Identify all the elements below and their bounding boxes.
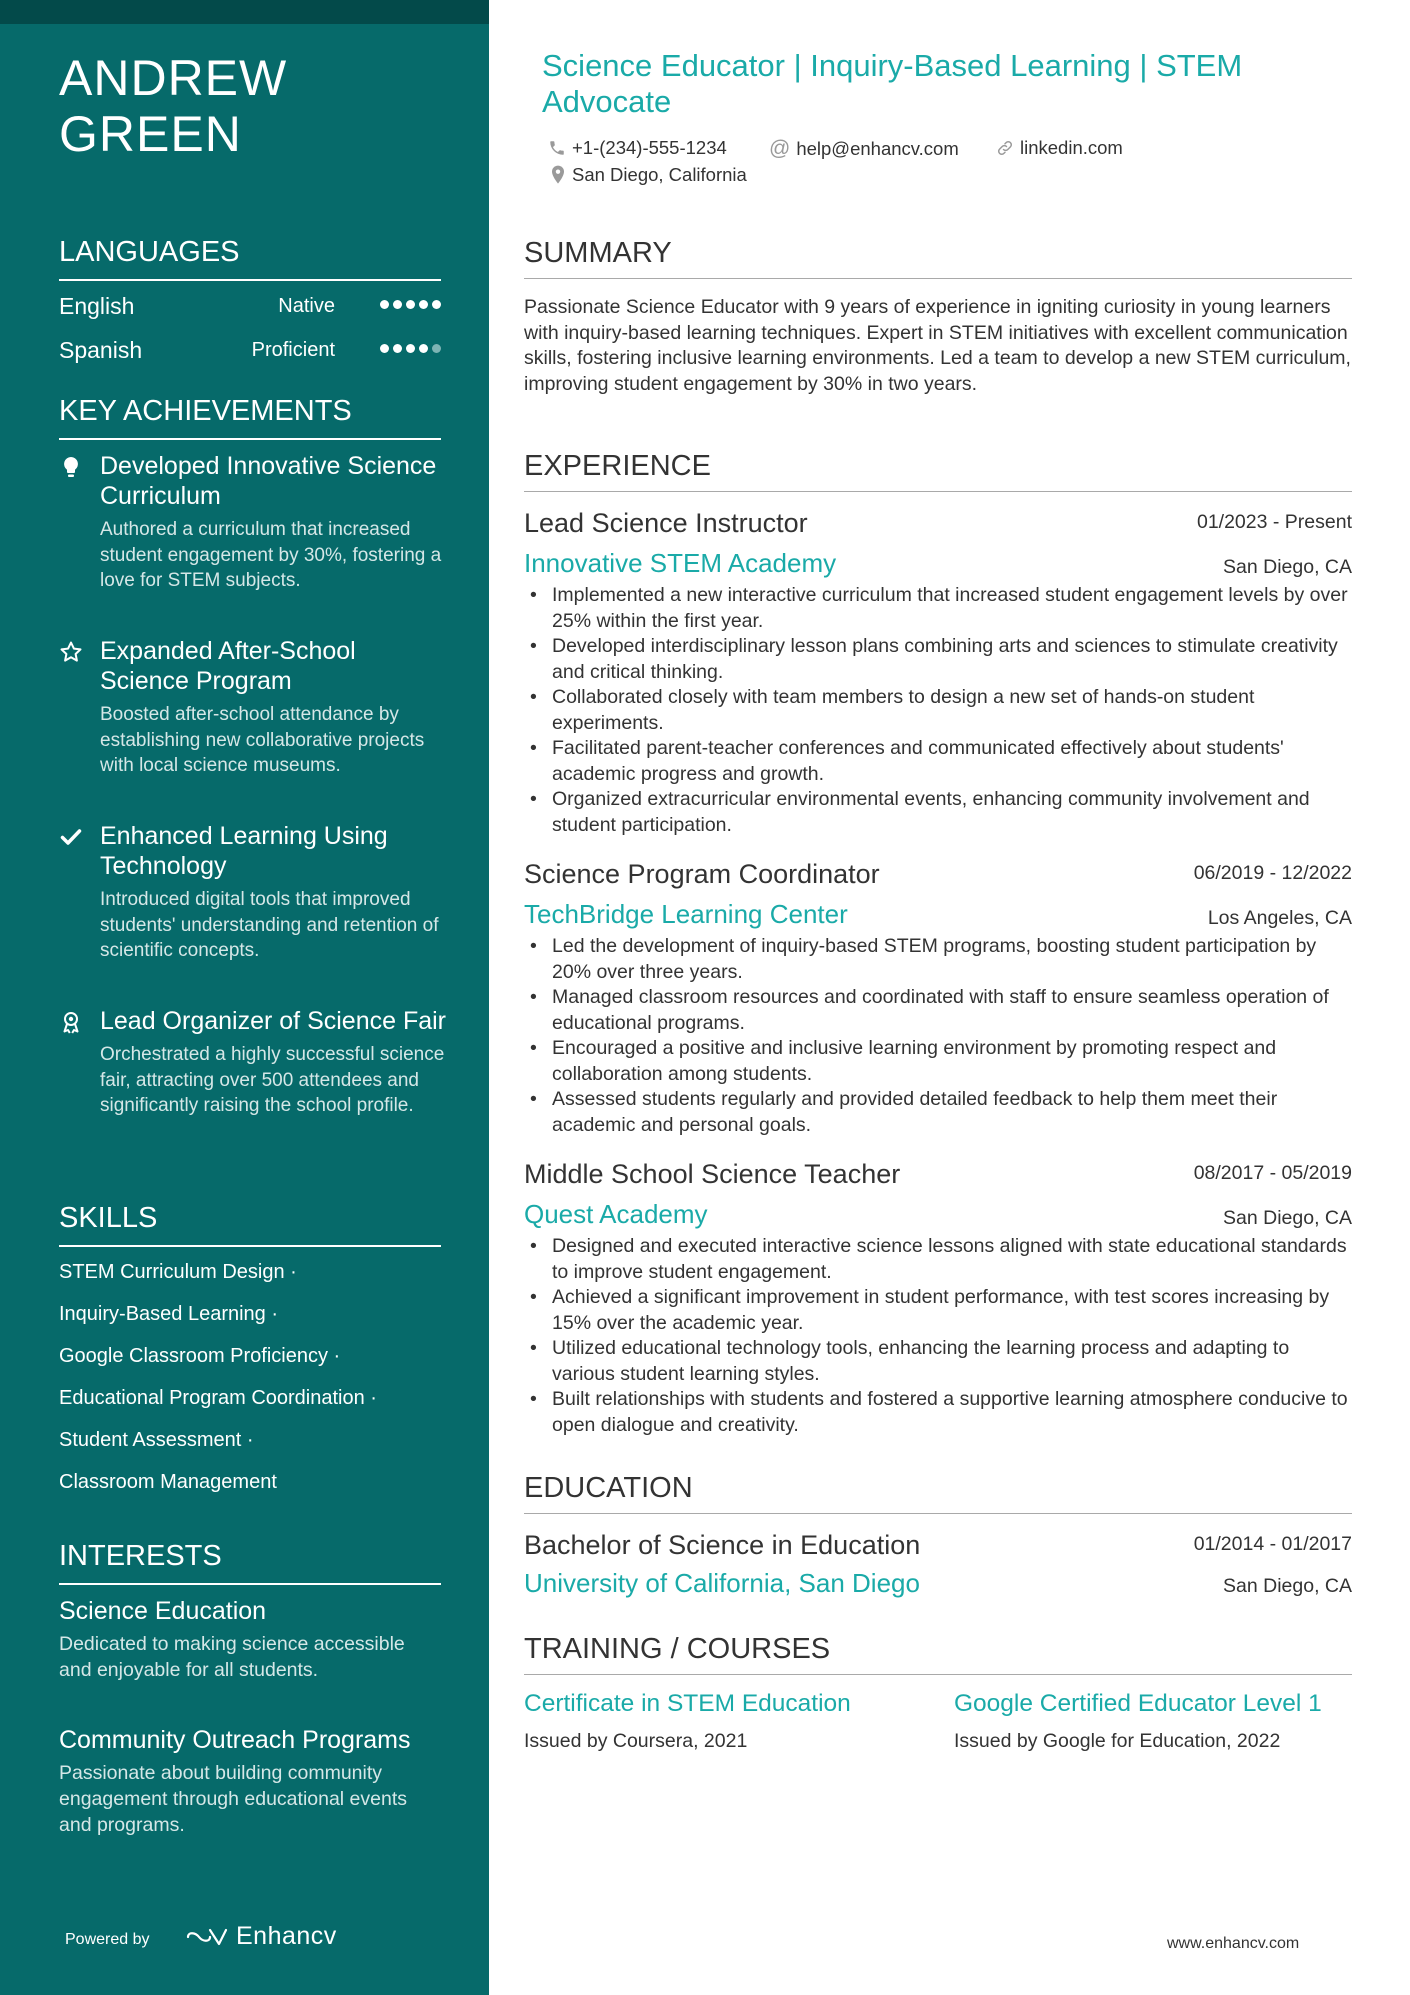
job-bullet: • Utilized educational technology tools, enhancing the learning process and adapting to various student learning styles. bbox=[524, 1336, 1352, 1387]
language-row bbox=[59, 337, 441, 371]
contact-phone[interactable] bbox=[548, 137, 727, 159]
location-pin-icon bbox=[550, 165, 566, 185]
job-bullet: • Encouraged a positive and inclusive learning environment by promoting respect and collaboration among students. bbox=[524, 1036, 1352, 1087]
achievement-item bbox=[59, 1006, 449, 1119]
job-title: Middle School Science Teacher bbox=[524, 1159, 901, 1189]
enhancv-logo[interactable] bbox=[184, 1922, 337, 1951]
rating-dot bbox=[432, 300, 441, 309]
at-sign-icon: @ bbox=[769, 137, 791, 160]
job-bullets bbox=[524, 583, 1352, 838]
rating-dot bbox=[393, 344, 402, 353]
achievement-description: Authored a curriculum that increased student engagement by 30%, fostering a love for STEM subjects. bbox=[100, 519, 442, 591]
rating-dot bbox=[380, 344, 389, 353]
language-name: Spanish bbox=[59, 337, 143, 363]
enhancv-logo-icon bbox=[184, 1925, 228, 1949]
education-entry bbox=[524, 1529, 1352, 1599]
education-heading: EDUCATION bbox=[524, 1472, 1352, 1514]
skill-item: STEM Curriculum Design · bbox=[59, 1261, 297, 1283]
skills-heading: SKILLS bbox=[59, 1202, 441, 1247]
star-icon bbox=[59, 640, 83, 664]
job-bullet: • Collaborated closely with team members to design a new set of hands-on student experiments. bbox=[524, 685, 1352, 736]
rating-dot bbox=[419, 300, 428, 309]
achievement-item bbox=[59, 636, 449, 779]
contact-linkedin[interactable] bbox=[996, 137, 1123, 159]
course-item bbox=[954, 1690, 1322, 1753]
rating-dot-empty bbox=[432, 344, 441, 353]
skill-item: Classroom Management bbox=[59, 1471, 277, 1493]
rating-dot bbox=[393, 300, 402, 309]
achievement-description: Boosted after-school attendance by establishing new collaborative projects with local science museums. bbox=[100, 704, 425, 776]
job-location: San Diego, CA bbox=[1223, 556, 1352, 578]
job-dates: 06/2019 - 12/2022 bbox=[1193, 862, 1352, 884]
interest-description: Dedicated to making science accessible and enjoyable for all students. bbox=[59, 1633, 405, 1681]
job-company: TechBridge Learning Center bbox=[524, 899, 848, 929]
job-title: Lead Science Instructor bbox=[524, 508, 808, 538]
link-icon bbox=[996, 139, 1014, 157]
languages-heading: LANGUAGES bbox=[59, 236, 441, 281]
experience-entry bbox=[524, 858, 1352, 1138]
phone-icon bbox=[548, 139, 566, 157]
enhancv-brand-name: Enhancv bbox=[236, 1922, 337, 1950]
achievement-title: Expanded After-School Science Program bbox=[100, 637, 356, 695]
rating-dot bbox=[380, 300, 389, 309]
job-location: Los Angeles, CA bbox=[1207, 907, 1352, 929]
interest-title: Community Outreach Programs bbox=[59, 1726, 411, 1754]
achievement-title: Developed Innovative Science Curriculum bbox=[100, 452, 437, 510]
rating-dot bbox=[406, 344, 415, 353]
website-link[interactable]: www.enhancv.com bbox=[1167, 1935, 1300, 1952]
job-location: San Diego, CA bbox=[1223, 1207, 1352, 1229]
job-bullets bbox=[524, 934, 1352, 1138]
language-name: English bbox=[59, 293, 135, 319]
course-title: Certificate in STEM Education bbox=[524, 1690, 851, 1717]
achievement-description: Introduced digital tools that improved students' understanding and retention of scientific concepts. bbox=[100, 889, 439, 961]
skill-item: Google Classroom Proficiency · bbox=[59, 1345, 341, 1367]
course-title: Google Certified Educator Level 1 bbox=[954, 1690, 1322, 1717]
interest-description: Passionate about building community engagement through educational events and programs. bbox=[59, 1762, 408, 1836]
job-bullet: • Achieved a significant improvement in student performance, with test scores increasing by 15% over the academic year. bbox=[524, 1285, 1352, 1336]
skill-item: Inquiry-Based Learning · bbox=[59, 1303, 279, 1325]
job-title: Science Program Coordinator bbox=[524, 859, 880, 889]
education-location: San Diego, CA bbox=[1223, 1575, 1352, 1597]
job-bullet: • Built relationships with students and fostered a supportive learning atmosphere conducive to open dialogue and creativity. bbox=[524, 1387, 1352, 1438]
summary-heading: SUMMARY bbox=[524, 237, 1352, 279]
lightbulb-icon bbox=[59, 455, 83, 479]
language-rating bbox=[380, 300, 441, 309]
job-dates: 01/2023 - Present bbox=[1196, 511, 1352, 533]
job-bullets bbox=[524, 1234, 1352, 1438]
job-bullet: • Implemented a new interactive curriculum that increased student engagement levels by over 25% within the first year. bbox=[524, 583, 1352, 634]
phone-text: +1-(234)-555-1234 bbox=[572, 137, 727, 158]
experience-entry bbox=[524, 507, 1352, 838]
achievement-title: Lead Organizer of Science Fair bbox=[100, 1007, 447, 1035]
job-bullet: • Developed interdisciplinary lesson plans combining arts and sciences to stimulate creativity and critical thinking. bbox=[524, 634, 1352, 685]
job-bullet: • Facilitated parent-teacher conferences and communicated effectively about students' academic progress and growth. bbox=[524, 736, 1352, 787]
contact-location bbox=[550, 164, 747, 186]
language-level: Proficient bbox=[251, 339, 335, 361]
interests-heading: INTERESTS bbox=[59, 1540, 441, 1585]
job-company: Quest Academy bbox=[524, 1199, 708, 1229]
job-bullet: • Assessed students regularly and provided detailed feedback to help them meet their academic and personal goals. bbox=[524, 1087, 1352, 1138]
job-bullet: • Led the development of inquiry-based STEM programs, boosting student participation by 20% over three years. bbox=[524, 934, 1352, 985]
school-name: University of California, San Diego bbox=[524, 1568, 920, 1598]
experience-entry bbox=[524, 1158, 1352, 1438]
job-dates: 08/2017 - 05/2019 bbox=[1193, 1162, 1352, 1184]
job-bullet: • Managed classroom resources and coordinated with staff to ensure seamless operation of educational programs. bbox=[524, 985, 1352, 1036]
skill-item: Educational Program Coordination · bbox=[59, 1387, 377, 1409]
achievements-heading: KEY ACHIEVEMENTS bbox=[59, 395, 441, 440]
course-item bbox=[524, 1690, 851, 1753]
candidate-name: ANDREW GREEN bbox=[59, 50, 288, 162]
degree-title: Bachelor of Science in Education bbox=[524, 1530, 921, 1560]
language-level: Native bbox=[278, 295, 335, 317]
course-issuer: Issued by Google for Education, 2022 bbox=[954, 1730, 1281, 1752]
checkmark-icon bbox=[59, 825, 83, 849]
course-issuer: Issued by Coursera, 2021 bbox=[524, 1730, 748, 1752]
achievement-item bbox=[59, 821, 449, 964]
linkedin-text: linkedin.com bbox=[1020, 137, 1123, 158]
achievement-description: Orchestrated a highly successful science fair, attracting over 500 attendees and significantly raising the school profile. bbox=[100, 1044, 445, 1116]
headline: Science Educator | Inquiry-Based Learning | STEM Advocate bbox=[542, 48, 1243, 119]
achievement-item bbox=[59, 451, 449, 594]
interest-title: Science Education bbox=[59, 1597, 267, 1625]
interest-item bbox=[59, 1596, 449, 1683]
powered-by-label: Powered by bbox=[65, 1931, 150, 1948]
summary-text: Passionate Science Educator with 9 years of experience in igniting curiosity in young learners with inquiry-based learning techniques. Expert in STEM initiatives with excellent communication skills, fostering inclusive learning environments. Led a team to develop a new STEM curriculum, improving student engagement by 30% in two years. bbox=[524, 296, 1351, 395]
sidebar bbox=[0, 0, 489, 1995]
job-company: Innovative STEM Academy bbox=[524, 548, 837, 578]
job-bullet: • Designed and executed interactive science lessons aligned with state educational standards to improve student engagement. bbox=[524, 1234, 1352, 1285]
rating-dot bbox=[419, 344, 428, 353]
rating-dot bbox=[406, 300, 415, 309]
sidebar-top-bar bbox=[0, 0, 489, 24]
achievement-title: Enhanced Learning Using Technology bbox=[100, 822, 388, 880]
contact-email[interactable] bbox=[769, 137, 959, 161]
job-bullet: • Organized extracurricular environmental events, enhancing community involvement and student participation. bbox=[524, 787, 1352, 838]
email-text: help@enhancv.com bbox=[796, 138, 959, 159]
language-rating bbox=[380, 344, 441, 353]
location-text: San Diego, California bbox=[572, 164, 747, 185]
language-row bbox=[59, 293, 441, 327]
education-dates: 01/2014 - 01/2017 bbox=[1193, 1533, 1352, 1555]
skill-item: Student Assessment · bbox=[59, 1429, 254, 1451]
experience-heading: EXPERIENCE bbox=[524, 450, 1352, 492]
interest-item bbox=[59, 1725, 449, 1838]
training-heading: TRAINING / COURSES bbox=[524, 1633, 1352, 1675]
award-ribbon-icon bbox=[59, 1010, 83, 1034]
